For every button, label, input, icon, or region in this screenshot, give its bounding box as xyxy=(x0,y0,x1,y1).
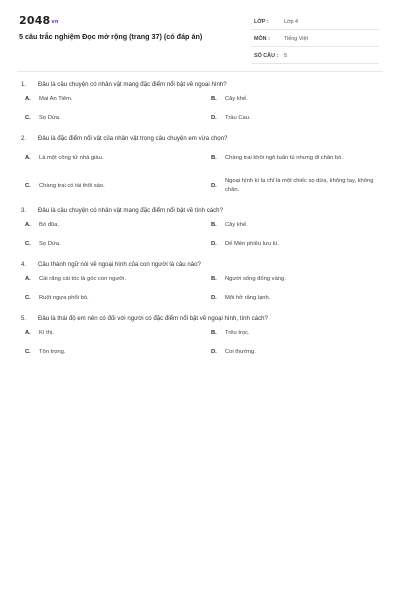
question-number: 5. xyxy=(21,315,27,322)
question-text: Đâu là câu chuyện có nhân vật mang đặc điểm nổi bật về tính cách? xyxy=(38,207,223,214)
options xyxy=(0,95,400,123)
option-a[interactable]: A. Bó đũa. xyxy=(25,222,59,228)
question-text: Câu thành ngữ nói về ngoại hình của con người là câu nào? xyxy=(38,261,201,268)
option-b[interactable]: B. Cây khế. xyxy=(211,222,248,228)
question-number: 3. xyxy=(21,207,27,214)
option-d[interactable]: D. Ngoại hình kì lạ chỉ là một chiếc sọ dừa, không tay, không chân. xyxy=(211,178,374,193)
meta-key: LỚP : xyxy=(254,19,269,25)
option-a[interactable]: A. Mai An Tiêm. xyxy=(25,96,73,102)
option-a[interactable]: A. Kì thị. xyxy=(25,330,54,336)
option-d[interactable]: D. Dế Mèn phiêu lưu kí. xyxy=(211,241,279,247)
option-c[interactable]: C. Ruột ngựa phổi bò. xyxy=(25,295,89,301)
page-title: 5 câu trắc nghiệm Đọc mở rộng (trang 37) (có đáp án) xyxy=(19,32,203,41)
option-c[interactable]: C. Chàng trai có tài thổi sáo. xyxy=(25,182,105,189)
question-2 xyxy=(0,134,400,195)
question-number: 1. xyxy=(21,81,27,88)
meta-key: MÔN : xyxy=(254,36,270,42)
option-a[interactable]: A. Cái răng cái tóc là góc con người. xyxy=(25,276,126,282)
question-list xyxy=(0,80,400,368)
option-c[interactable]: C. Sọ Dừa. xyxy=(25,115,61,121)
option-b[interactable]: B. Người sống đống vàng. xyxy=(211,276,286,282)
option-a[interactable]: A. Là một công tử nhà giàu. xyxy=(25,154,104,161)
option-d[interactable]: D. Môi hở răng lạnh. xyxy=(211,295,271,301)
meta-value: Tiếng Việt xyxy=(284,36,308,42)
question-number: 2. xyxy=(21,135,27,142)
meta-row-count xyxy=(251,49,379,64)
meta-key: SỐ CÂU : xyxy=(254,53,279,59)
option-b[interactable]: B. Chàng trai khôi ngô tuấn tú nhưng đi chăn bò. xyxy=(211,154,343,161)
question-3 xyxy=(0,206,400,249)
options xyxy=(0,275,400,303)
meta-info xyxy=(251,15,379,66)
site-logo[interactable] xyxy=(19,14,59,27)
option-d[interactable]: D. Trầu Cau. xyxy=(211,115,251,121)
option-d[interactable]: D. Coi thường. xyxy=(211,349,256,355)
option-b[interactable]: B. Trêu trọc. xyxy=(211,330,250,336)
meta-row-subject xyxy=(251,32,379,47)
question-text: Đâu là câu chuyện có nhân vật mang đặc điểm nổi bật về ngoại hình? xyxy=(38,81,227,88)
options xyxy=(0,149,400,195)
question-4 xyxy=(0,260,400,303)
header-divider xyxy=(17,71,383,72)
meta-value: Lớp 4 xyxy=(284,19,299,25)
option-b[interactable]: B. Cây khế. xyxy=(211,96,248,102)
logo-text: 2048 xyxy=(19,14,51,27)
question-5 xyxy=(0,314,400,357)
option-c[interactable]: C. Sọ Dừa. xyxy=(25,241,61,247)
meta-value: 5 xyxy=(284,53,287,59)
meta-row-class xyxy=(251,15,379,30)
question-text: Đâu là đặc điểm nổi vật của nhân vật trong câu chuyện em vừa chọn? xyxy=(38,135,228,142)
question-number: 4. xyxy=(21,261,27,268)
options xyxy=(0,329,400,357)
question-1 xyxy=(0,80,400,123)
option-c[interactable]: C. Tôn trọng. xyxy=(25,349,66,355)
options xyxy=(0,221,400,249)
question-text: Đâu là thái độ em nên có đối với người có đặc điểm nổi bật về ngoại hình, tính cách? xyxy=(38,315,268,322)
logo-suffix: vn xyxy=(51,19,59,25)
